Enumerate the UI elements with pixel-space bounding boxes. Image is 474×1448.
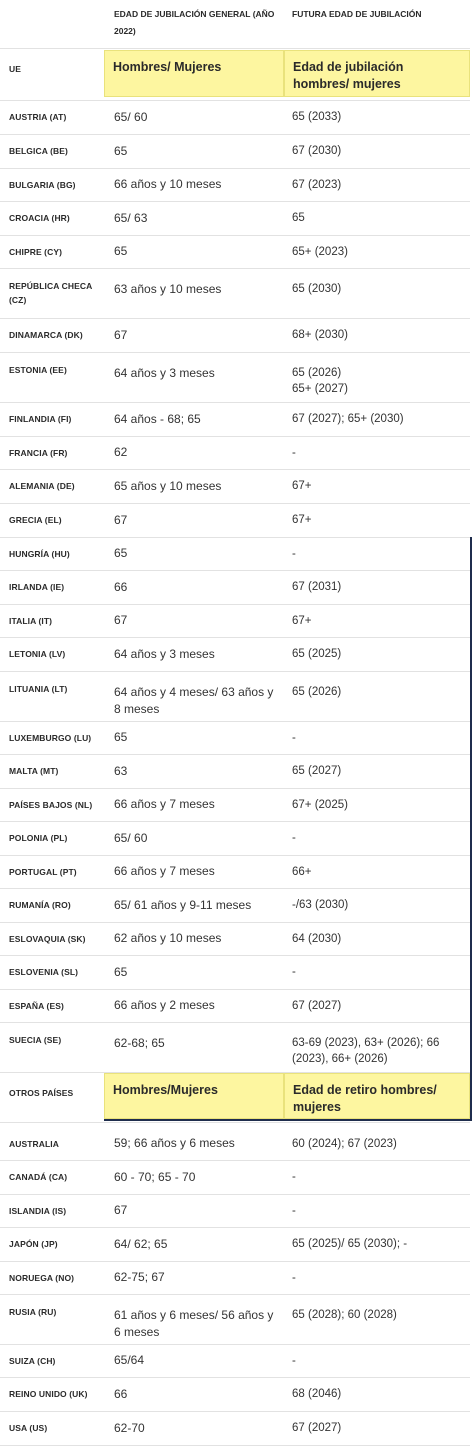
future-age-cell: 66+: [292, 865, 312, 878]
country-cell: ESTONIA (EE): [9, 365, 67, 375]
country-cell: PAÍSES BAJOS (NL): [9, 799, 93, 810]
table-row: [0, 570, 470, 605]
country-cell: JAPÓN (JP): [9, 1239, 58, 1249]
table-row: [0, 955, 470, 990]
future-age-cell: 65 (2026): [292, 686, 342, 698]
country-cell: CANADÁ (CA): [9, 1172, 68, 1182]
country-cell: CHIPRE (CY): [9, 246, 63, 257]
country-cell: REPÚBLICA CHECA (CZ): [9, 281, 93, 305]
current-age-cell: 60 - 70; 65 - 70: [114, 1169, 196, 1184]
table-row: [0, 1411, 470, 1446]
current-age-cell: 64 años y 4 meses/ 63 años y 8 meses: [114, 685, 274, 716]
current-age-cell: 64 años y 3 meses: [114, 366, 215, 380]
country-cell: FINLANDIA (FI): [9, 414, 72, 424]
country-cell: ESLOVAQUIA (SK): [9, 933, 86, 944]
table-row: [0, 469, 470, 504]
future-age-cell: -: [292, 1204, 296, 1217]
table-row: [0, 352, 470, 403]
current-age-cell: 65: [114, 244, 128, 258]
future-age-cell: 67+ (2025): [292, 798, 348, 811]
table-row: [0, 134, 470, 169]
table-row: [0, 754, 470, 789]
future-age-cell: -: [292, 1171, 296, 1183]
country-cell: ISLANDIA (IS): [9, 1205, 67, 1216]
future-age-cell: 67 (2030): [292, 145, 342, 157]
country-cell: IRLANDA (IE): [9, 582, 65, 592]
country-cell: HUNGRÍA (HU): [9, 548, 70, 559]
country-cell: USA (US): [9, 1423, 48, 1433]
table-row: [0, 268, 470, 319]
eu-section-row: [0, 48, 470, 101]
other-col3-heading: Edad de retiro hombres/ mujeres: [284, 1073, 470, 1119]
current-age-cell: 65: [114, 546, 128, 560]
future-age-cell: 60 (2024); 67 (2023): [292, 1137, 397, 1150]
future-age-cell: 65 (2025): [292, 648, 342, 660]
current-age-cell: 62 años y 10 meses: [114, 931, 222, 945]
table-header-row: [0, 0, 470, 49]
future-age-cell: -: [292, 966, 296, 978]
current-age-cell: 66 años y 7 meses: [114, 864, 215, 878]
table-row: [0, 1127, 470, 1161]
current-age-cell: 67: [114, 327, 128, 342]
future-age-cell: 67+: [292, 480, 312, 492]
future-age-cell: 65 (2030): [292, 283, 342, 295]
future-age-cell: 67 (2023): [292, 178, 342, 191]
current-age-cell: 66: [114, 579, 128, 594]
current-age-cell: 65/ 60: [114, 830, 148, 845]
current-age-cell: 65/ 63: [114, 210, 148, 225]
future-age-cell: 67 (2027): [292, 999, 342, 1012]
future-age-cell: 65 (2028); 60 (2028): [292, 1309, 397, 1321]
table-row: [0, 888, 470, 923]
current-age-cell: 63 años y 10 meses: [114, 282, 222, 296]
future-age-cell: 67 (2027): [292, 1422, 342, 1434]
current-age-cell: 65: [114, 143, 128, 158]
table-row: [0, 235, 470, 269]
current-age-cell: 66: [114, 1386, 128, 1401]
table-row: [0, 100, 470, 135]
table-row: [0, 1227, 470, 1262]
table-row: [0, 1160, 470, 1195]
current-age-cell: 62-68; 65: [114, 1036, 165, 1050]
table-row: [0, 318, 470, 353]
future-age-cell: -: [292, 832, 296, 844]
future-age-cell: -: [292, 446, 296, 459]
country-cell: ITALIA (IT): [9, 615, 53, 626]
other-section-label: OTROS PAÍSES: [9, 1088, 74, 1098]
table-row: [0, 1377, 470, 1412]
future-age-cell: 65 (2025)/ 65 (2030); -: [292, 1238, 408, 1250]
future-age-cell: 68 (2046): [292, 1388, 342, 1400]
current-age-cell: 67: [114, 1203, 128, 1217]
table-row: [0, 168, 470, 202]
current-age-cell: 65: [114, 964, 128, 979]
future-age-cell: -: [292, 1354, 296, 1367]
table-row: [0, 788, 470, 822]
future-age-cell: 67+: [292, 614, 312, 627]
table-row: [0, 436, 470, 470]
other-col2-heading: Hombres/Mujeres: [104, 1073, 284, 1119]
current-age-cell: 66 años y 10 meses: [114, 177, 222, 191]
table-row: [0, 1022, 470, 1073]
future-age-cell: 65 (2033): [292, 111, 342, 123]
right-border-line: [470, 537, 472, 1120]
country-cell: REINO UNIDO (UK): [9, 1389, 88, 1399]
country-cell: POLONIA (PL): [9, 833, 68, 843]
current-age-cell: 61 años y 6 meses/ 56 años y 6 meses: [114, 1308, 274, 1339]
future-age-cell: 64 (2030): [292, 932, 342, 945]
table-row: [0, 604, 470, 638]
table-row: [0, 989, 470, 1023]
country-cell: ALEMANIA (DE): [9, 481, 75, 491]
table-row: [0, 201, 470, 236]
current-age-cell: 63: [114, 763, 128, 778]
current-age-cell: 65/ 60: [114, 109, 148, 124]
header-cell-empty: [0, 0, 104, 48]
future-age-cell: 67 (2027); 65+ (2030): [292, 413, 404, 425]
current-age-cell: 62: [114, 445, 128, 459]
country-cell: LUXEMBURGO (LU): [9, 732, 92, 743]
country-cell: SUIZA (CH): [9, 1355, 56, 1366]
current-age-cell: 64 años - 68; 65: [114, 411, 201, 426]
future-age-cell: 67+: [292, 514, 312, 526]
current-age-cell: 64/ 62; 65: [114, 1236, 168, 1251]
table-row: [0, 537, 470, 571]
header-future-age: FUTURA EDAD DE JUBILACIÓN: [292, 9, 422, 19]
future-age-cell: 67 (2031): [292, 581, 342, 593]
current-age-cell: 62-75; 67: [114, 1270, 165, 1284]
table-row: [0, 1294, 470, 1345]
country-cell: BELGICA (BE): [9, 146, 68, 156]
country-cell: DINAMARCA (DK): [9, 330, 83, 340]
table-row: [0, 855, 470, 889]
future-age-cell: -: [292, 731, 296, 744]
country-cell: BULGARIA (BG): [9, 179, 76, 190]
table-row: [0, 503, 470, 538]
country-cell: FRANCIA (FR): [9, 447, 68, 458]
country-cell: AUSTRALIA: [9, 1138, 60, 1149]
country-cell: ESLOVENIA (SL): [9, 967, 79, 977]
country-cell: SUECIA (SE): [9, 1035, 62, 1045]
future-age-cell: -/63 (2030): [292, 899, 349, 911]
country-cell: RUSIA (RU): [9, 1307, 57, 1317]
country-cell: PORTUGAL (PT): [9, 866, 77, 877]
future-age-cell: 68+ (2030): [292, 329, 348, 341]
future-age-cell: 63-69 (2023), 63+ (2026); 66 (2023), 66+ (2026): [292, 1037, 440, 1065]
current-age-cell: 67: [114, 512, 128, 527]
eu-col2-heading: Hombres/ Mujeres: [104, 50, 284, 97]
table-row: [0, 402, 470, 437]
section-divider-line: [104, 1119, 472, 1121]
country-cell: RUMANÍA (RO): [9, 900, 71, 910]
header-general-age: EDAD DE JUBILACIÓN GENERAL (AÑO 2022): [114, 9, 275, 36]
current-age-cell: 59; 66 años y 6 meses: [114, 1136, 235, 1150]
current-age-cell: 67: [114, 613, 128, 627]
current-age-cell: 65 años y 10 meses: [114, 478, 222, 493]
table-row: [0, 721, 470, 755]
future-age-cell: 65: [292, 212, 305, 224]
table-row: [0, 671, 470, 722]
country-cell: LETONIA (LV): [9, 649, 66, 659]
country-cell: GRECIA (EL): [9, 515, 62, 525]
current-age-cell: 66 años y 2 meses: [114, 998, 215, 1012]
country-cell: ESPAÑA (ES): [9, 1000, 64, 1011]
table-row: [0, 821, 470, 856]
country-cell: MALTA (MT): [9, 766, 59, 776]
country-cell: AUSTRIA (AT): [9, 112, 67, 122]
table-row: [0, 637, 470, 672]
table-row: [0, 1344, 470, 1378]
country-cell: CROACIA (HR): [9, 213, 70, 223]
future-age-cell: -: [292, 1271, 296, 1284]
eu-section-label: UE: [9, 64, 22, 74]
current-age-cell: 64 años y 3 meses: [114, 646, 215, 661]
other-section-row: [0, 1072, 470, 1123]
table-row: [0, 922, 470, 956]
country-cell: LITUANIA (LT): [9, 684, 68, 694]
current-age-cell: 65/64: [114, 1353, 145, 1367]
table-row: [0, 1261, 470, 1295]
current-age-cell: 65: [114, 730, 128, 744]
future-age-cell: -: [292, 547, 296, 560]
current-age-cell: 66 años y 7 meses: [114, 797, 215, 811]
future-age-cell: 65 (2027): [292, 765, 342, 777]
current-age-cell: 65/ 61 años y 9-11 meses: [114, 897, 252, 912]
table-row: [0, 1194, 470, 1228]
future-age-cell: 65 (2026) 65+ (2027): [292, 367, 348, 395]
current-age-cell: 62-70: [114, 1420, 145, 1435]
future-age-cell: 65+ (2023): [292, 245, 348, 258]
eu-col3-heading: Edad de jubilación hombres/ mujeres: [284, 50, 470, 97]
country-cell: NORUEGA (NO): [9, 1272, 75, 1283]
